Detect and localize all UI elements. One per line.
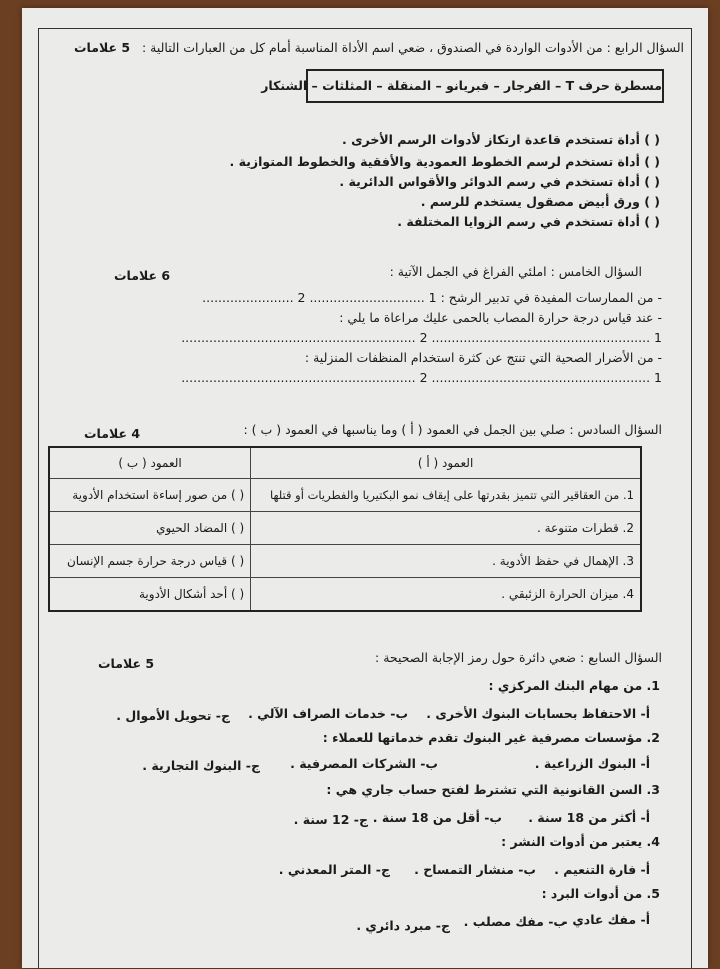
q7-q1-option-b: ب- خدمات الصراف الآلي . [248, 706, 408, 721]
q7-q1-option-a: أ- الاحتفاظ بحسابات البنوك الأخرى . [426, 706, 650, 721]
q7-q5-option-c: ج- مبرد دائري . [356, 918, 450, 933]
q7-q2-option-c: ج- البنوك التجارية . [142, 758, 260, 773]
q7-q5-option-a: أ- مفك عادي . [563, 912, 650, 927]
q6-heading: السؤال السادس : صلي بين الجمل في العمود ( أ ) وما يناسبها في العمود ( ب ) : [243, 422, 662, 437]
column-b-cell: ( ) قياس درجة حرارة جسم الإنسان [49, 545, 251, 578]
q4-item-3: ( ) أداة تستخدم في رسم الدوائر والأقواس الدائرية . [339, 174, 660, 189]
q4-item-2: ( ) أداة تستخدم لرسم الخطوط العمودية والأفقية والخطوط المتوازية . [229, 154, 660, 169]
q7-q3-option-b: ب- أقل من 18 سنة . [372, 810, 502, 825]
column-b-cell: ( ) من صور إساءة استخدام الأدوية [49, 479, 251, 512]
q7-q2-option-a: أ- البنوك الزراعية . [534, 756, 650, 771]
q7-question-1: 1. من مهام البنك المركزي : [488, 678, 660, 693]
column-a-cell: 3. الإهمال في حفظ الأدوية . [251, 545, 641, 578]
q7-q4-option-c: ج- المتر المعدني . [278, 862, 390, 877]
q7-question-3: 3. السن القانونية التي تشترط لفتح حساب جاري هي : [326, 782, 660, 797]
column-b-header: العمود ( ب ) [49, 447, 251, 479]
q5-line-1: - من الممارسات المفيدة في تدبير الرشح : 1 ............................. 2 ....................... [202, 290, 662, 305]
column-b-cell: ( ) المضاد الحيوي [49, 512, 251, 545]
q4-item-1: ( ) أداة تستخدم قاعدة ارتكاز لأدوات الرسم الأخرى . [342, 132, 660, 147]
q5-line-4: - من الأضرار الصحية التي تنتج عن كثرة استخدام المنظفات المنزلية : [304, 350, 662, 365]
q7-q5-option-b: ب- مفك مصلب . [463, 914, 566, 929]
q4-heading: السؤال الرابع : من الأدوات الواردة في الصندوق ، ضعي اسم الأداة المناسبة أمام كل من العبارات التالية : [141, 40, 684, 55]
q7-q2-option-b: ب- الشركات المصرفية . [290, 756, 438, 771]
table-row [49, 479, 641, 512]
q7-q3-option-c: ج- 12 سنة . [293, 812, 368, 827]
q5-heading: السؤال الخامس : املئي الفراغ في الجمل الآتية : [389, 264, 642, 279]
q5-line-3: 1 ....................................................... 2 ........................................................... [181, 330, 662, 345]
q4-marks: 5 علامات [74, 40, 131, 55]
table-row [49, 578, 641, 612]
column-a-cell: 4. ميزان الحرارة الزئبقي . [251, 578, 641, 612]
q5-marks: 6 علامات [114, 268, 171, 283]
q7-q3-option-a: أ- أكثر من 18 سنة . [528, 810, 650, 825]
column-b-cell: ( ) أحد أشكال الأدوية [49, 578, 251, 612]
table-row [49, 545, 641, 578]
q7-marks: 5 علامات [98, 656, 155, 671]
q7-question-2: 2. مؤسسات مصرفية غير البنوك تقدم خدماتها للعملاء : [322, 730, 660, 745]
matching-table [48, 446, 642, 612]
q4-item-5: ( ) أداة تستخدم في رسم الزوايا المختلفة . [397, 214, 660, 229]
q6-marks: 4 علامات [84, 426, 141, 441]
q7-question-4: 4. يعتبر من أدوات النشر : [501, 834, 660, 849]
q7-question-5: 5. من أدوات البرد : [541, 886, 660, 901]
q5-line-2: - عند قياس درجة حرارة المصاب بالحمى عليك مراعاة ما يلي : [339, 310, 662, 325]
q4-item-4: ( ) ورق أبيض مصقول يستخدم للرسم . [420, 194, 660, 209]
column-a-header: العمود ( أ ) [251, 447, 641, 479]
table-row [49, 512, 641, 545]
q7-q1-option-c: ج- تحويل الأموال . [116, 708, 230, 723]
q7-q4-option-b: ب- منشار التمساح . [414, 862, 536, 877]
q5-line-5: 1 ....................................................... 2 ........................................................... [181, 370, 662, 385]
column-a-cell: 2. قطرات متنوعة . [251, 512, 641, 545]
q7-q4-option-a: أ- فارة التنعيم . [554, 862, 650, 877]
tools-box: مسطرة حرف T – الفرجار – فبريانو – المنقلة – المثلثات – الشنكار [306, 69, 664, 103]
q7-heading: السؤال السابع : ضعي دائرة حول رمز الإجابة الصحيحة : [375, 650, 662, 665]
column-a-cell: 1. من العقاقير التي تتميز بقدرتها على إيقاف نمو البكتيريا والفطريات أو قتلها [251, 479, 641, 512]
